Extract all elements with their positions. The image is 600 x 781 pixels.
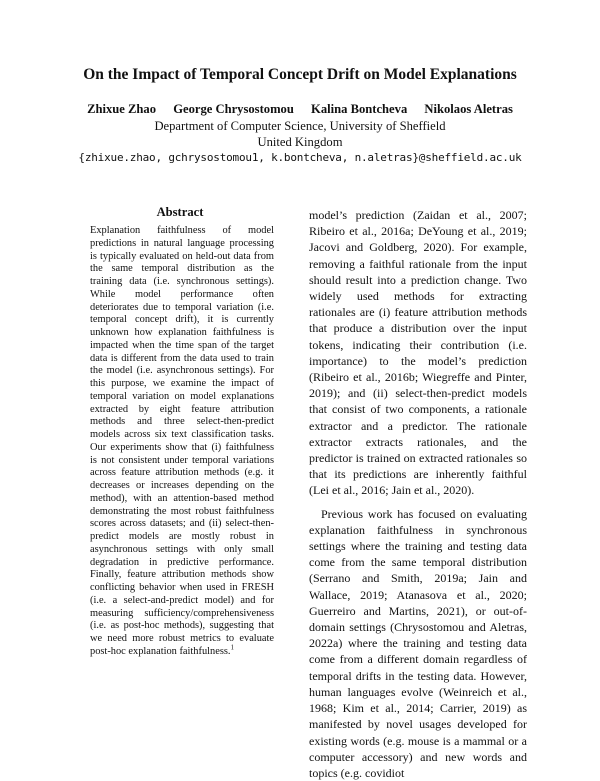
author-name: Zhixue Zhao: [87, 102, 157, 116]
affiliation-country: United Kingdom: [257, 135, 343, 149]
author-name: George Chrysostomou: [173, 102, 294, 116]
abstract-paragraph: Explanation faithfulness of model predictions in natural language processing is typically evaluated on held-out data from the same temporal distribution as the training data (i.e. synchronous settings). While model performance often deteriorates due to temporal variation (i.e. temporal concept drift), it is currently unknown how explanation faithfulness is impacted when the time span of the target data is different from the data used to train the model (i.e. asynchronous settings). For this purpose, we examine the impact of temporal variation on model explanations extracted by eight feature attribution methods and three select-then-predict models across six text classification tasks. Our experiments show that (i) faithfulness is not consistent under temporal variations across feature attribution methods (e.g. it decreases or increases depending on the method), with an attention-based method demonstrating the most robust faithfulness scores across datasets; and (ii) select-then-predict models are mostly robust in asynchronous settings with only small degradation in predictive performance. Finally, feature attribution methods show conflicting behavior when used in FRESH (i.e. a select-and-predict model) and for measuring sufficiency/comprehensiveness (i.e. as post-hoc methods), suggesting that we need more robust metrics to evaluate post-hoc explanation faithfulness.: [90, 225, 274, 657]
intro-column: [309, 207, 527, 781]
footnote-mark: 1: [230, 643, 235, 652]
author-list: [0, 102, 600, 117]
intro-paragraph-2: Previous work has focused on evaluating explanation faithfulness in synchronous settings where the training and testing data come from the same temporal distribution (Serrano and Smith, 2019a; Jain and Wallace, 2019; Atanasova et al., 2020; Guerreiro and Martins, 2021), or out-of-domain settings (Chrysostomou and Aletras, 2022a) where the training and testing data come from a different domain regardless of temporal drifts in the testing data. However, human languages evolve (Weinreich et al., 1968; Kim et al., 2014; Carrier, 2019) as manifested by novel usages developed for existing words (e.g. mouse is a mammal or a computer accessory) and new words and topics (e.g. covidiot: [309, 506, 527, 780]
author-emails: {zhixue.zhao, gchrysostomou1, k.bontcheva, n.aletras}@sheffield.ac.uk: [78, 151, 522, 164]
intro-paragraph-1: model’s prediction (Zaidan et al., 2007; Ribeiro et al., 2016a; DeYoung et al., 2019; Jacovi and Goldberg, 2020). For example, removing a faithful rationale from the input should result into a prediction change. Two widely used methods for extracting rationales are (i) feature attribution methods that produce a distribution over the input tokens, indicating their contribution (i.e. importance) to the model’s prediction (Ribeiro et al., 2016b; Wiegreffe and Pinter, 2019); and (ii) select-then-predict models that consist of two components, a rationale extractor and a predictor. The rationale extractor extracts rationales, and the predictor is trained on extracted rationales so that its predictions are inherently faithful (Lei et al., 2016; Jain et al., 2020).: [309, 208, 527, 498]
abstract-heading: Abstract: [156, 205, 204, 219]
paper-title: On the Impact of Temporal Concept Drift on Model Explanations: [83, 66, 517, 83]
abstract-text: [90, 225, 274, 659]
author-name: Nikolaos Aletras: [424, 102, 513, 116]
affiliation-department: Department of Computer Science, University of Sheffield: [154, 119, 446, 133]
author-name: Kalina Bontcheva: [311, 102, 408, 116]
